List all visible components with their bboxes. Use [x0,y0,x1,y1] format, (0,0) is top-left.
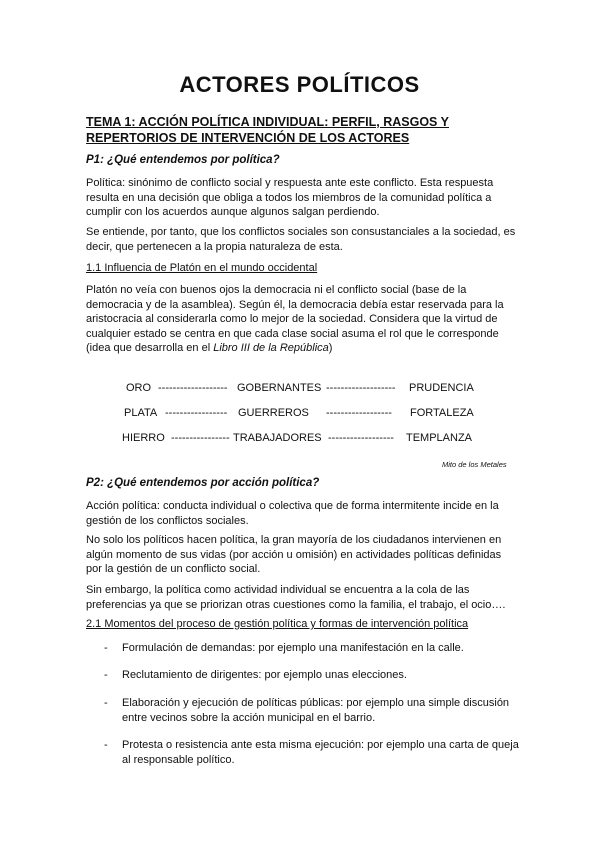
class-dash: ------------------- [326,382,396,394]
virtue-name: FORTALEZA [410,407,474,419]
p1-paragraph-2: Se entiende, por tanto, que los conflictos sociales son consustanciales a la sociedad, es decir, que pertenecen a la propia naturaleza de esta. [86,226,516,253]
metal-name: HIERRO [122,432,165,444]
p2-paragraph-3: Sin embargo, la política como actividad individual se encuentra a la cola de las preferencias ya que se priorizan otras cuestiones como la familia, el trabajo, el ocio…. [86,584,506,611]
p1-paragraph-1: Política: sinónimo de conflicto social y respuesta ante este conflicto. Esta respuesta resulta en una decisión que obliga a todos los miembros de la comunidad política a cumplir con los acuerdos aunque algunos salgan perdiendo. [86,177,494,218]
list-item-text: Elaboración y ejecución de políticas públicas: por ejemplo una simple discusión entre vecinos sobre la acción municipal en el barrio. [122,697,510,724]
question-p1: P1: ¿Qué entendemos por política? [86,154,280,166]
sec11-book-title: Libro III de la República [213,342,329,354]
sec11-paragraph [86,283,516,356]
p2-paragraph-2: No solo los políticos hacen política, la gran mayoría de los ciudadanos intervienen en algún momento de sus vidas (por acción u omisión) en actividades políticas definidas por la gestión de un conflicto social. [86,534,502,575]
list-item-text: Reclutamiento de dirigentes: por ejemplo unas elecciones. [122,669,407,681]
list-item-text: Protesta o resistencia ante esta misma ejecución: por ejemplo una carta de queja al responsable político. [122,739,519,766]
document-page: ACTORES POLÍTICOS TEMA 1: ACCIÓN POLÍTICA INDIVIDUAL: PERFIL, RASGOS Y REPERTORIOS DE INTERVENCIÓN DE LOS ACTORES P1: ¿Qué entendemos por política? Política: sinónimo de conflicto social y respuesta ante este conflicto. Esta respuesta resulta en una decisión que obliga a todos los miembros de la comunidad política a cumplir con los acuerdos aunque algunos salgan perdiendo. Se entiende, por tanto, que los conflictos sociales son consustanciales a la sociedad, es decir, que pertenecen a la propia naturaleza de esta. 1.1 Influencia de Platón en el mundo occidental Platón no veía con buenos ojos la democracia ni el conflicto social (base de la democracia y de la asamblea). Según él, la democracia debía estar reservada para la aristocracia al considerarla como lo mejor de la sociedad. Considera que la virtud de cualquier estado se centra en que cada clase social asuma el rol que le corresponde (idea que desarrolla en el Libro III de la República) ORO ------------------- GOBERNANTES ------------------- PRUDENCIA PLATA ----------------- GUERREROS ------------------ FORTALEZA HIERRO ---------------- TRABAJADORES ------------------ TEMPLANZA Mito de los Metales P2: ¿Qué entendemos por acción política? Acción política: conducta individual o colectiva que de forma intermitente incide en la gestión de los conflictos sociales. No solo los políticos hacen política, la gran mayoría de los ciudadanos intervienen en algún momento de sus vidas (por acción u omisión) en actividades políticas definidas por la gestión de un conflicto social. Sin embargo, la política como actividad individual se encuentra a la cola de las preferencias ya que se priorizan otras cuestiones como la familia, el trabajo, el ocio…. 2.1 Momentos del proceso de gestión política y formas de intervención política - Formulación de demandas: por ejemplo una manifestación en la calle. - Reclutamiento de dirigentes: por ejemplo unas elecciones. - Elaboración y ejecución de políticas públicas: por ejemplo una simple discusión entre vecinos sobre la acción municipal en el barrio. - Protesta o resistencia ante esta misma ejecución: por ejemplo una carta de queja al responsable político. [0,0,599,848]
sec11-text: Platón no veía con buenos ojos la democracia ni el conflicto social (base de la democracia y de la asamblea). Según él, la democracia debía estar reservada para la aristocracia al considerarla como lo mejor de la sociedad. Considera que la virtud de cualquier estado se centra en que cada clase social asuma el rol que le corresponde (idea que desarrolla en el [86,284,504,354]
section-heading-2-1: 2.1 Momentos del proceso de gestión política y formas de intervención política [86,618,469,630]
class-name: GOBERNANTES [237,382,322,394]
metal-name: ORO [126,382,152,394]
virtue-name: PRUDENCIA [409,382,474,394]
p2-paragraph-1: Acción política: conducta individual o colectiva que de forma intermitente incide en la gestión de los conflictos sociales. [86,500,499,527]
list-item-text: Formulación de demandas: por ejemplo una manifestación en la calle. [122,642,464,654]
metals-caption: Mito de los Metales [442,460,507,469]
class-dash: ------------------ [326,407,392,419]
question-p2: P2: ¿Qué entendemos por acción política? [86,477,320,489]
class-name: GUERREROS [238,407,309,419]
metal-dash: ------------------- [158,382,228,394]
class-name: TRABAJADORES [233,432,322,444]
section-heading-1-1: 1.1 Influencia de Platón en el mundo occidental [86,262,318,274]
class-dash: ------------------ [328,432,394,444]
document-title: ACTORES POLÍTICOS [179,72,420,97]
sec11-text-end: ) [328,342,333,354]
metal-dash: ---------------- [171,432,230,444]
virtue-name: TEMPLANZA [406,432,473,444]
metal-dash: ----------------- [165,407,228,419]
topic-heading: TEMA 1: ACCIÓN POLÍTICA INDIVIDUAL: PERFIL, RASGOS Y REPERTORIOS DE INTERVENCIÓN DE LOS ACTORES [86,115,449,145]
metal-name: PLATA [124,407,158,419]
